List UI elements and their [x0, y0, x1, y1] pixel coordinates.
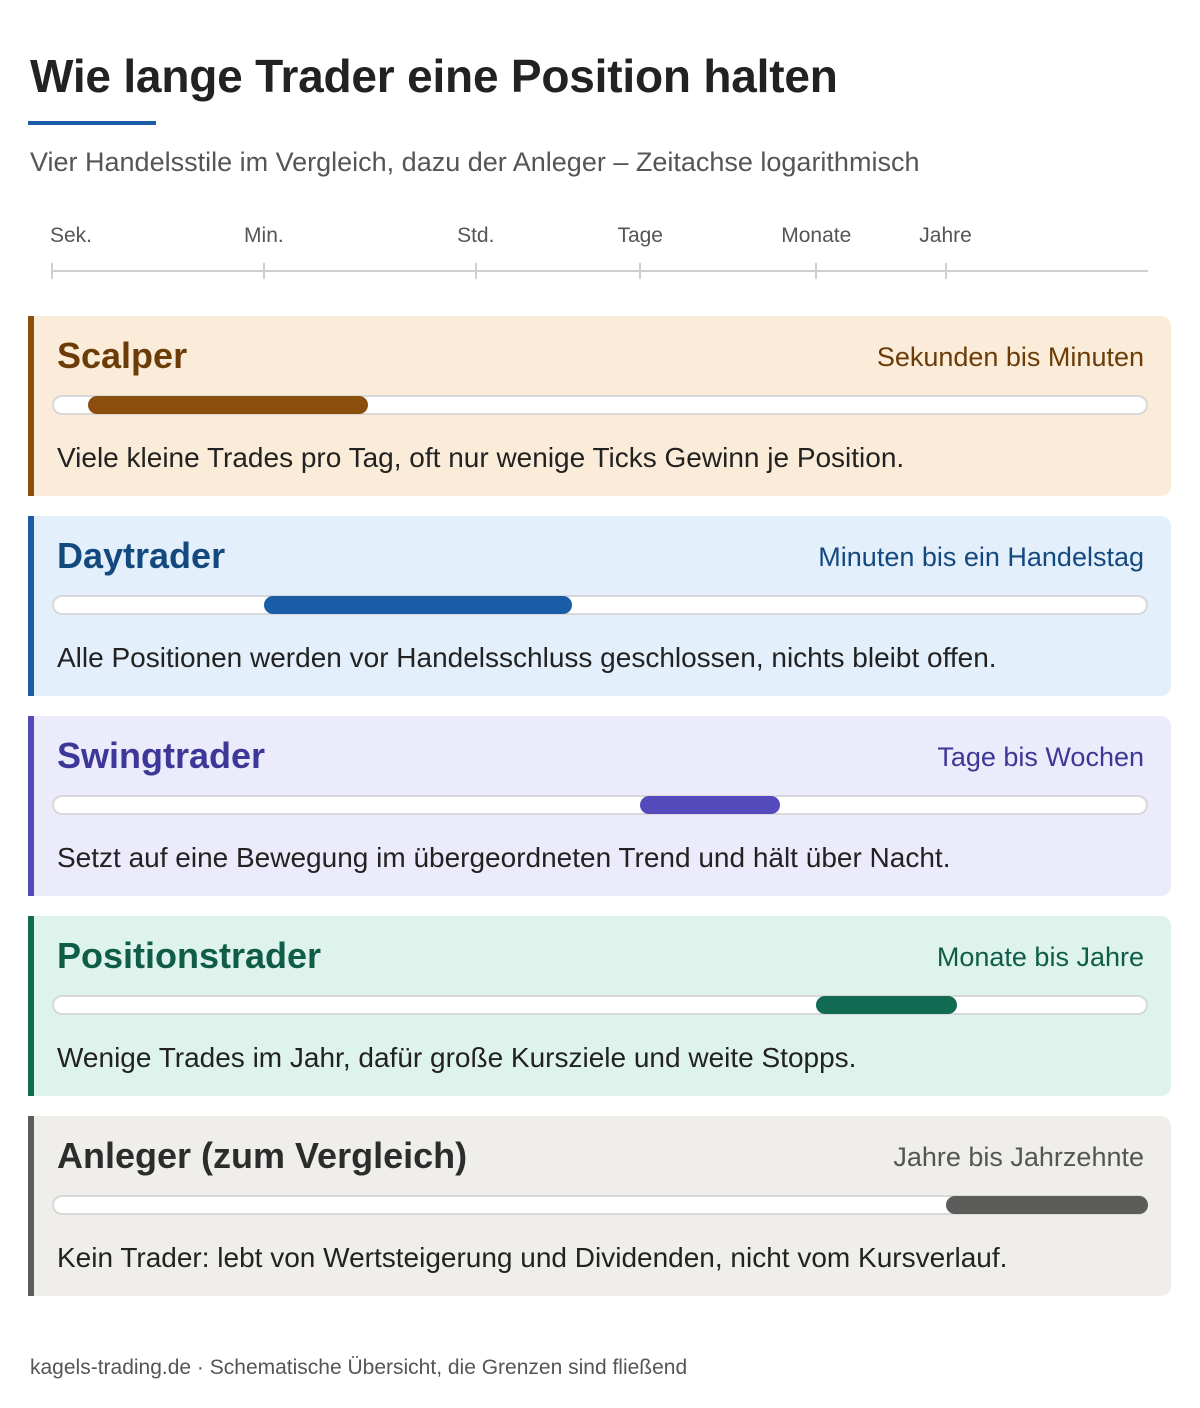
- style-card: [28, 1116, 1171, 1296]
- title-underline: [28, 121, 156, 125]
- card-accent-stripe: [28, 716, 34, 896]
- card-accent-stripe: [28, 916, 34, 1096]
- axis-tick-label: Tage: [617, 224, 663, 247]
- style-card: [28, 916, 1171, 1096]
- style-name: Positionstrader: [57, 935, 322, 976]
- page-subtitle: Vier Handelsstile im Vergleich, dazu der Anleger – Zeitachse logarithmisch: [30, 147, 920, 177]
- style-description: Setzt auf eine Bewegung im übergeordneten Trend und hält über Nacht.: [57, 842, 951, 873]
- style-card: [28, 316, 1171, 496]
- holding-period-bar: [264, 596, 572, 614]
- range-track: [52, 995, 1148, 1015]
- holding-period-label: Minuten bis ein Handelstag: [818, 542, 1144, 572]
- holding-period-label: Monate bis Jahre: [936, 942, 1144, 972]
- axis-tick-mark: [639, 263, 641, 279]
- card-accent-stripe: [28, 316, 34, 496]
- style-description: Kein Trader: lebt von Wertsteigerung und Dividenden, nicht vom Kursverlauf.: [57, 1242, 1008, 1273]
- style-description: Viele kleine Trades pro Tag, oft nur wenige Ticks Gewinn je Position.: [57, 442, 905, 473]
- axis-tick-label: Min.: [244, 224, 284, 247]
- axis-tick-label: Std.: [457, 224, 495, 247]
- style-name: Scalper: [57, 335, 188, 376]
- axis-tick-mark: [263, 263, 265, 279]
- holding-period-bar: [946, 1196, 1148, 1214]
- source-footer: kagels-trading.de · Schematische Übersicht, die Grenzen sind fließend: [30, 1356, 688, 1379]
- style-card: [28, 516, 1171, 696]
- axis-tick-label: Sek.: [50, 224, 93, 247]
- holding-period-label: Jahre bis Jahrzehnte: [893, 1142, 1144, 1172]
- holding-period-bar: [640, 796, 780, 814]
- page-title: Wie lange Trader eine Position halten: [30, 50, 838, 102]
- card-accent-stripe: [28, 516, 34, 696]
- style-name: Anleger (zum Vergleich): [57, 1135, 468, 1176]
- style-description: Wenige Trades im Jahr, dafür große Kursziele und weite Stopps.: [57, 1042, 857, 1073]
- axis-tick-label: Monate: [781, 224, 852, 247]
- range-track: [52, 795, 1148, 815]
- holding-period-bar: [816, 996, 956, 1014]
- card-accent-stripe: [28, 1116, 34, 1296]
- holding-period-label: Tage bis Wochen: [937, 742, 1144, 772]
- axis-tick-mark: [815, 263, 817, 279]
- axis-tick-mark: [945, 263, 947, 279]
- axis-tick-label: Jahre: [919, 224, 972, 247]
- style-name: Swingtrader: [57, 735, 266, 776]
- holding-period-bar: [88, 396, 368, 414]
- range-track: [52, 595, 1148, 615]
- time-axis-line: [52, 270, 1148, 272]
- style-card: [28, 716, 1171, 896]
- axis-tick-mark: [475, 263, 477, 279]
- axis-tick-mark: [51, 263, 53, 279]
- style-name: Daytrader: [57, 535, 226, 576]
- holding-period-label: Sekunden bis Minuten: [876, 342, 1144, 372]
- style-description: Alle Positionen werden vor Handelsschluss geschlossen, nichts bleibt offen.: [57, 642, 997, 673]
